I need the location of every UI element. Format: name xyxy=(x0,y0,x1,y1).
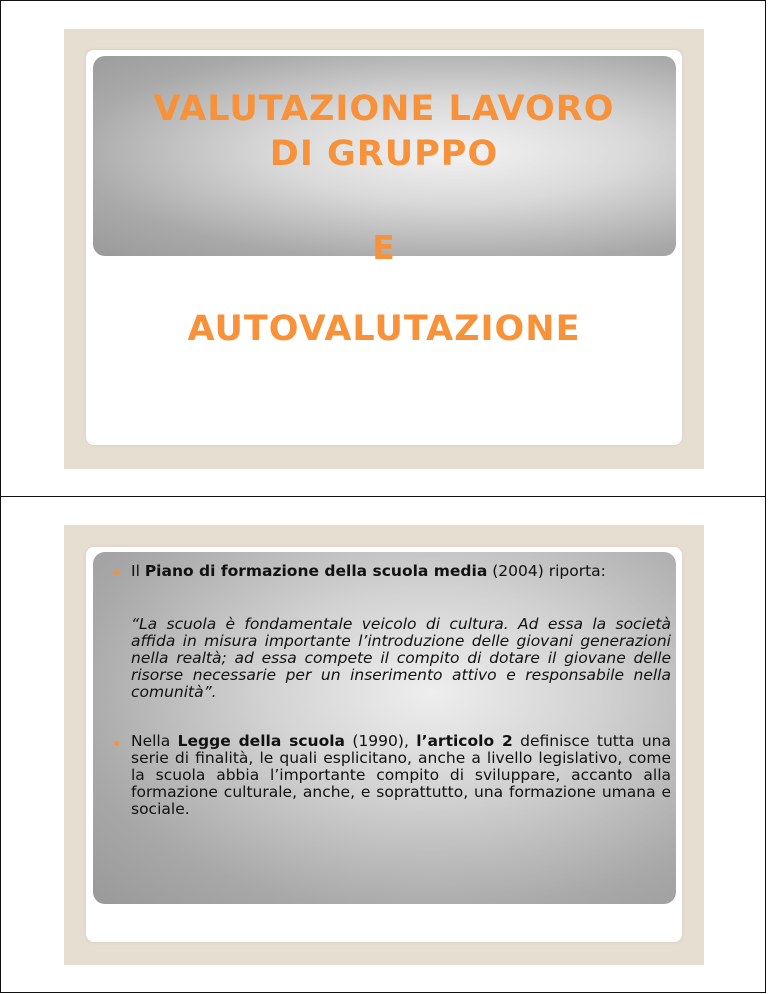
bullet-2-bold-1: Legge della scuola xyxy=(177,732,346,750)
bullet-2-text: Nella Legge della scuola (1990), l’articolo 2 definisce tutta una serie di finalità, le quali esplicitano, anche a livello legislativo, come la scuola abbia l’importante compito di sviluppare, accanto alla formazione culturale, anche, e soprattutto, una formazione umana e sociale. xyxy=(131,732,671,818)
bullet-1-bold: Piano di formazione della scuola media xyxy=(144,562,488,580)
slide-title-line-3: E xyxy=(372,228,396,267)
bullet-icon xyxy=(114,741,119,746)
slide-2-content-panel xyxy=(93,552,676,904)
bullet-2-bold-2: l’articolo 2 xyxy=(416,732,513,750)
bullet-1-text: Il Piano di formazione della scuola media (2004) riporta: xyxy=(131,562,606,580)
slide-title-line-4: AUTOVALUTAZIONE xyxy=(187,309,581,349)
bullet-icon xyxy=(114,570,119,575)
bullet-1-quote: “La scuola è fondamentale veicolo di cultura. Ad essa la società affida in misura importante l’introduzione delle giovani generazioni nella realtà; ad essa compete il compito di dotare il giovane delle risorse necessarie per un inserimento attivo e responsabile nella comunità”. xyxy=(131,615,671,701)
slide-title-line-2: DI GRUPPO xyxy=(269,134,499,174)
slide-title-line-1: VALUTAZIONE LAVORO xyxy=(153,89,615,129)
